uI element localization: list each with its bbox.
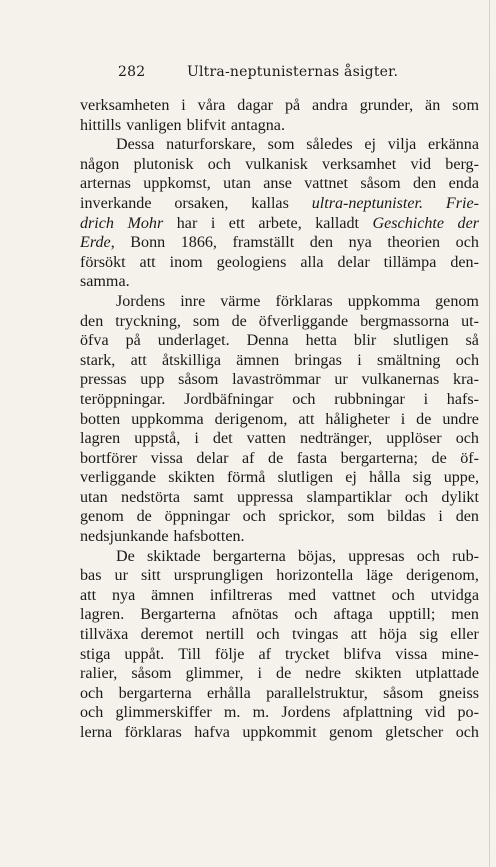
text-line: ralier, såsom glimmer, i de nedre skikten utplattade [80,665,479,683]
text-line: öfva på underlaget. Denna hetta blir slutligen så [80,332,479,350]
text-line: lagren. Bergarterna afnötas och aftaga upptill; men [80,606,479,624]
text-line: genom de öppningar och sprickor, som bildas i den [80,508,479,526]
page-edge [489,0,490,867]
text-line: hittills vanligen blifvit antagna. [80,116,285,134]
text-line: botten uppkomma derigenom, att håligheter i de undre [80,410,479,428]
text-line: pressas upp såsom lavaströmmar ur vulkanernas kra- [80,371,479,389]
text-line: någon plutonisk och vulkanisk verksamhet vid berg- [80,155,479,173]
text-line: Jordens inre värme förklaras uppkomma genom [116,292,479,310]
text-line: lerna förklaras hafva uppkommit genom gletscher och [80,724,479,741]
text-line: bas ur sitt ursprungligen horizontella läge derigenom, [80,567,479,585]
text-line: lagren uppstå, i det vatten nedtränger, upplöser och [80,430,479,448]
text-line: försökt att inom geologiens alla delar tillämpa den- [80,253,479,271]
text-line: och glimmerskiffer m. m. Jordens afplattning vid po- [80,704,479,722]
text-line: arternas uppkomst, utan anse vattnet såsom den enda [80,175,479,193]
body-text [80,96,479,743]
text-line: Dessa naturforskare, som således ej vilja erkänna [116,136,479,154]
text-line: verliggande skikten förmå slutligen ej hålla sig uppe, [80,469,479,487]
text-line: att nya ämnen infiltreras med vattnet och utvidga [80,586,479,604]
page-number: 282 [118,64,146,80]
text-line: inverkande orsaken, kallas ultra-neptunister. Frie- [80,194,479,212]
text-line: De skiktade bergarterna böjas, uppresas och rub- [116,547,479,565]
text-line: teröppningar. Jordbäfningar och rubbningar i hafs- [80,390,479,408]
text-line: bortförer vissa delar af de fasta bergarterna; de öf- [80,449,479,467]
text-line: och bergarterna erhålla parallelstruktur, såsom gneiss [80,684,479,702]
text-line: tillväxa deremot nertill och tvingas att höja sig eller [80,626,479,644]
text-line: utan nedstörta samt uppressa slampartiklar och dylikt [80,488,479,506]
text-line: samma. [80,273,130,291]
text-line: Erde, Bonn 1866, framställt den nya theorien och [80,234,479,252]
running-title: Ultra-neptunisternas åsigter. [187,64,399,80]
text-line: stark, att åtskilliga ämnen bringas i smältning och [80,351,479,369]
text-line: verksamheten i våra dagar på andra grunder, än som [80,97,479,114]
text-line: nedsjunkande hafsbotten. [80,528,245,546]
text-line: drich Mohr har i ett arbete, kalladt Geschichte der [80,214,479,232]
text-line: stiga uppåt. Till följe af trycket blifva vissa mine- [80,645,479,663]
text-line: den tryckning, som de öfverliggande bergmassorna ut- [80,312,479,330]
